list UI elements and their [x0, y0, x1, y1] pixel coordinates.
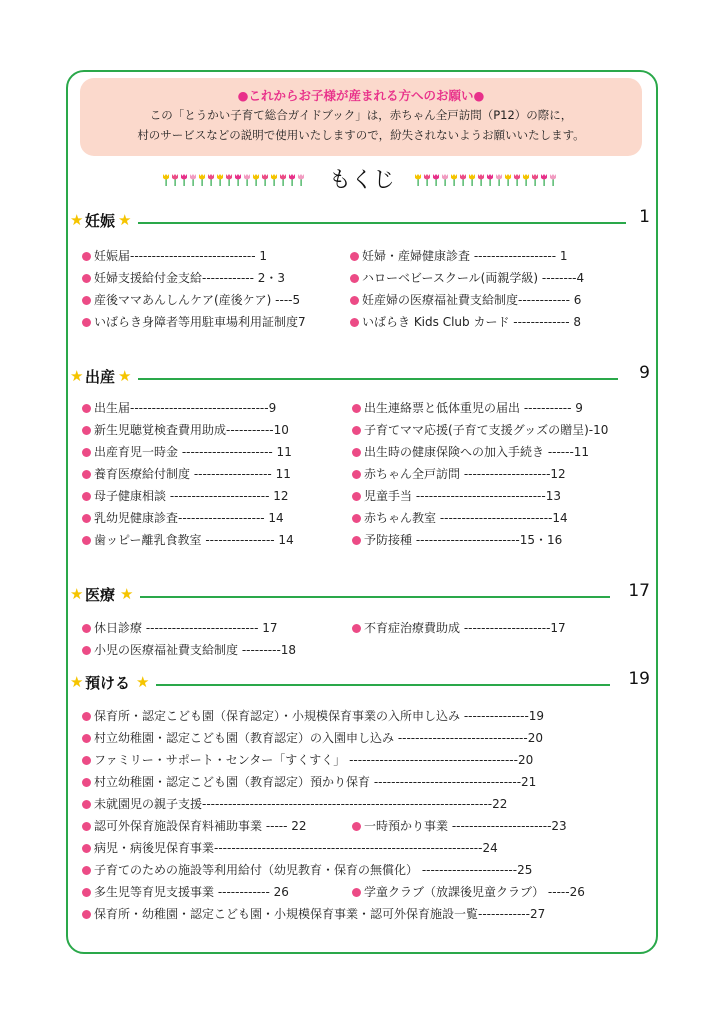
tulip-icon — [487, 174, 493, 186]
bullet-icon — [82, 734, 91, 743]
toc-item[interactable]: 妊婦・産婦健康診査 ------------------- 1 — [350, 248, 568, 264]
bullet-icon — [82, 778, 91, 787]
toc-item[interactable]: 学童クラブ（放課後児童クラブ） -----26 — [352, 884, 585, 900]
bullet-icon — [82, 910, 91, 919]
tulip-icon — [505, 174, 511, 186]
toc-item[interactable]: 保育所・認定こども園（保育認定）・小規模保育事業の入所申し込み ---------------19 — [82, 708, 544, 724]
toc-item[interactable]: 出生届--------------------------------9 — [82, 400, 276, 416]
toc-item[interactable]: 母子健康相談 ----------------------- 12 — [82, 488, 289, 504]
tulip-icon — [271, 174, 277, 186]
star-icon: ★ — [70, 211, 84, 229]
bullet-icon — [82, 514, 91, 523]
toc-item[interactable]: いばらき身障者等用駐車場利用証制度7 — [82, 314, 306, 330]
notice-line-1: この「とうかい子育て総合ガイドブック」は，赤ちゃん全戸訪問（P12）の際に， — [149, 108, 573, 122]
tulip-decoration-right — [414, 171, 562, 187]
section-header-medical[interactable] — [70, 581, 650, 608]
toc-item[interactable]: 不育症治療費助成 --------------------17 — [352, 620, 566, 636]
star-icon: ★ — [70, 585, 84, 603]
toc-item[interactable]: 未就園児の親子支援-------------------------------------------------------------------22 — [82, 796, 507, 812]
star-icon: ★ — [70, 673, 84, 691]
tulip-icon — [442, 174, 448, 186]
toc-item[interactable]: 予防接種 ------------------------15・16 — [352, 532, 562, 548]
bullet-icon — [82, 800, 91, 809]
bullet-icon — [82, 646, 91, 655]
bullet-icon — [352, 514, 361, 523]
tulip-icon — [496, 174, 502, 186]
bullet-icon — [352, 404, 361, 413]
section-label: 医療 — [85, 586, 116, 604]
bullet-icon — [352, 822, 361, 831]
tulip-icon — [253, 174, 259, 186]
section-divider — [140, 596, 610, 598]
toc-item[interactable]: 村立幼稚園・認定こども園（教育認定）預かり保育 ----------------------------------21 — [82, 774, 536, 790]
section-header-pregnancy[interactable] — [70, 207, 650, 234]
toc-item[interactable]: 保育所・幼稚園・認定こども園・小規模保育事業・認可外保育施設一覧------------27 — [82, 906, 545, 922]
tulip-icon — [280, 174, 286, 186]
tulip-icon — [262, 174, 268, 186]
toc-item[interactable]: 子育てのための施設等利用給付（幼児教育・保育の無償化） ----------------------25 — [82, 862, 532, 878]
toc-item[interactable]: 多生児等育児支援事業 ------------ 26 — [82, 884, 289, 900]
section-page: 17 — [628, 581, 650, 601]
toc-item[interactable]: 養育医療給付制度 ------------------ 11 — [82, 466, 291, 482]
toc-heading: もくじ — [328, 168, 395, 193]
section-page: 19 — [628, 669, 650, 689]
bullet-icon — [350, 252, 359, 261]
section-header-birth[interactable] — [70, 363, 650, 390]
bullet-icon — [82, 756, 91, 765]
star-icon: ★ — [70, 367, 84, 385]
bullet-icon — [82, 844, 91, 853]
tulip-icon — [235, 174, 241, 186]
notice-title: ●これからお子様が産まれる方へのお願い● — [237, 88, 485, 103]
toc-item[interactable]: いばらき Kids Club カード ------------- 8 — [350, 314, 581, 330]
bullet-icon — [352, 448, 361, 457]
star-icon: ★ — [118, 211, 132, 229]
section-label: 出産 — [85, 368, 116, 386]
section-header-childcare[interactable] — [70, 669, 650, 696]
bullet-icon — [82, 712, 91, 721]
tulip-icon — [199, 174, 205, 186]
tulip-icon — [289, 174, 295, 186]
bullet-icon — [82, 404, 91, 413]
tulip-icon-row — [162, 171, 310, 187]
toc-item[interactable]: 妊産婦の医療福祉費支給制度------------ 6 — [350, 292, 581, 308]
toc-item[interactable]: 病児・病後児保育事業--------------------------------------------------------------24 — [82, 840, 498, 856]
toc-item[interactable]: 休日診療 -------------------------- 17 — [82, 620, 277, 636]
bullet-icon — [350, 274, 359, 283]
toc-item[interactable]: 産後ママあんしんケア(産後ケア) ----5 — [82, 292, 300, 308]
toc-item[interactable]: ファミリー・サポート・センター「すくすく」 ---------------------------------------20 — [82, 752, 533, 768]
tulip-icon — [244, 174, 250, 186]
bullet-icon — [82, 426, 91, 435]
bullet-icon — [82, 252, 91, 261]
bullet-icon — [82, 536, 91, 545]
tulip-icon — [424, 174, 430, 186]
section-divider — [156, 684, 610, 686]
toc-item[interactable]: 妊娠届----------------------------- 1 — [82, 248, 267, 264]
tulip-icon — [460, 174, 466, 186]
toc-item[interactable]: 児童手当 ------------------------------13 — [352, 488, 561, 504]
section-divider — [138, 378, 618, 380]
notice-line-2: 村のサービスなどの説明で使用いたしますので，紛失されないようお願いいたします。 — [137, 128, 585, 142]
toc-item[interactable]: 出生連絡票と低体重児の届出 ----------- 9 — [352, 400, 583, 416]
tulip-icon — [469, 174, 475, 186]
toc-item[interactable]: 子育てママ応援(子育て支援グッズの贈呈)-10 — [352, 422, 608, 438]
section-divider — [138, 222, 626, 224]
section-page: 1 — [639, 207, 650, 227]
toc-title-row — [0, 163, 724, 194]
tulip-icon — [298, 174, 304, 186]
star-icon: ★ — [136, 673, 150, 691]
toc-item[interactable]: 村立幼稚園・認定こども園（教育認定）の入園申し込み ------------------------------20 — [82, 730, 543, 746]
bullet-icon — [352, 536, 361, 545]
toc-item[interactable]: 赤ちゃん教室 --------------------------14 — [352, 510, 568, 526]
bullet-icon — [82, 866, 91, 875]
section-label: 預ける — [85, 674, 131, 692]
bullet-icon — [352, 492, 361, 501]
notice-box — [80, 78, 642, 156]
tulip-icon — [550, 174, 556, 186]
tulip-icon — [190, 174, 196, 186]
bullet-icon — [82, 492, 91, 501]
star-icon: ★ — [118, 367, 132, 385]
tulip-icon — [541, 174, 547, 186]
bullet-icon — [352, 470, 361, 479]
bullet-icon — [82, 624, 91, 633]
tulip-icon — [433, 174, 439, 186]
tulip-icon — [532, 174, 538, 186]
bullet-icon — [82, 274, 91, 283]
toc-item[interactable]: 認可外保育施設保育料補助事業 ----- 22 — [82, 818, 307, 834]
tulip-icon — [415, 174, 421, 186]
tulip-decoration-left — [162, 171, 310, 187]
section-page: 9 — [639, 363, 650, 383]
toc-item[interactable]: 一時預かり事業 -----------------------23 — [352, 818, 567, 834]
toc-item[interactable]: 小児の医療福祉費支給制度 ---------18 — [82, 642, 296, 658]
tulip-icon — [181, 174, 187, 186]
tulip-icon-row — [414, 171, 562, 187]
tulip-icon — [451, 174, 457, 186]
bullet-icon — [82, 822, 91, 831]
toc-item[interactable]: 出産育児一時金 --------------------- 11 — [82, 444, 292, 460]
bullet-icon — [350, 318, 359, 327]
toc-item[interactable]: 乳幼児健康診査-------------------- 14 — [82, 510, 284, 526]
bullet-icon — [352, 426, 361, 435]
bullet-icon — [352, 624, 361, 633]
tulip-icon — [217, 174, 223, 186]
tulip-icon — [226, 174, 232, 186]
bullet-icon — [82, 296, 91, 305]
bullet-icon — [350, 296, 359, 305]
toc-item[interactable]: 新生児聴覚検査費用助成-----------10 — [82, 422, 289, 438]
tulip-icon — [478, 174, 484, 186]
tulip-icon — [523, 174, 529, 186]
star-icon: ★ — [120, 585, 134, 603]
toc-item[interactable]: ハローベビースクール(両親学級) --------4 — [350, 270, 584, 286]
toc-item[interactable]: 出生時の健康保険への加入手続き ------11 — [352, 444, 589, 460]
tulip-icon — [163, 174, 169, 186]
tulip-icon — [172, 174, 178, 186]
section-label: 妊娠 — [85, 212, 116, 230]
tulip-icon — [208, 174, 214, 186]
toc-item[interactable]: 歯ッピー離乳食教室 ---------------- 14 — [82, 532, 294, 548]
bullet-icon — [82, 470, 91, 479]
bullet-icon — [82, 318, 91, 327]
bullet-icon — [82, 888, 91, 897]
bullet-icon — [352, 888, 361, 897]
tulip-icon — [514, 174, 520, 186]
toc-item[interactable]: 妊婦支援給付金支給------------ 2・3 — [82, 270, 285, 286]
bullet-icon — [82, 448, 91, 457]
toc-item[interactable]: 赤ちゃん全戸訪問 --------------------12 — [352, 466, 566, 482]
